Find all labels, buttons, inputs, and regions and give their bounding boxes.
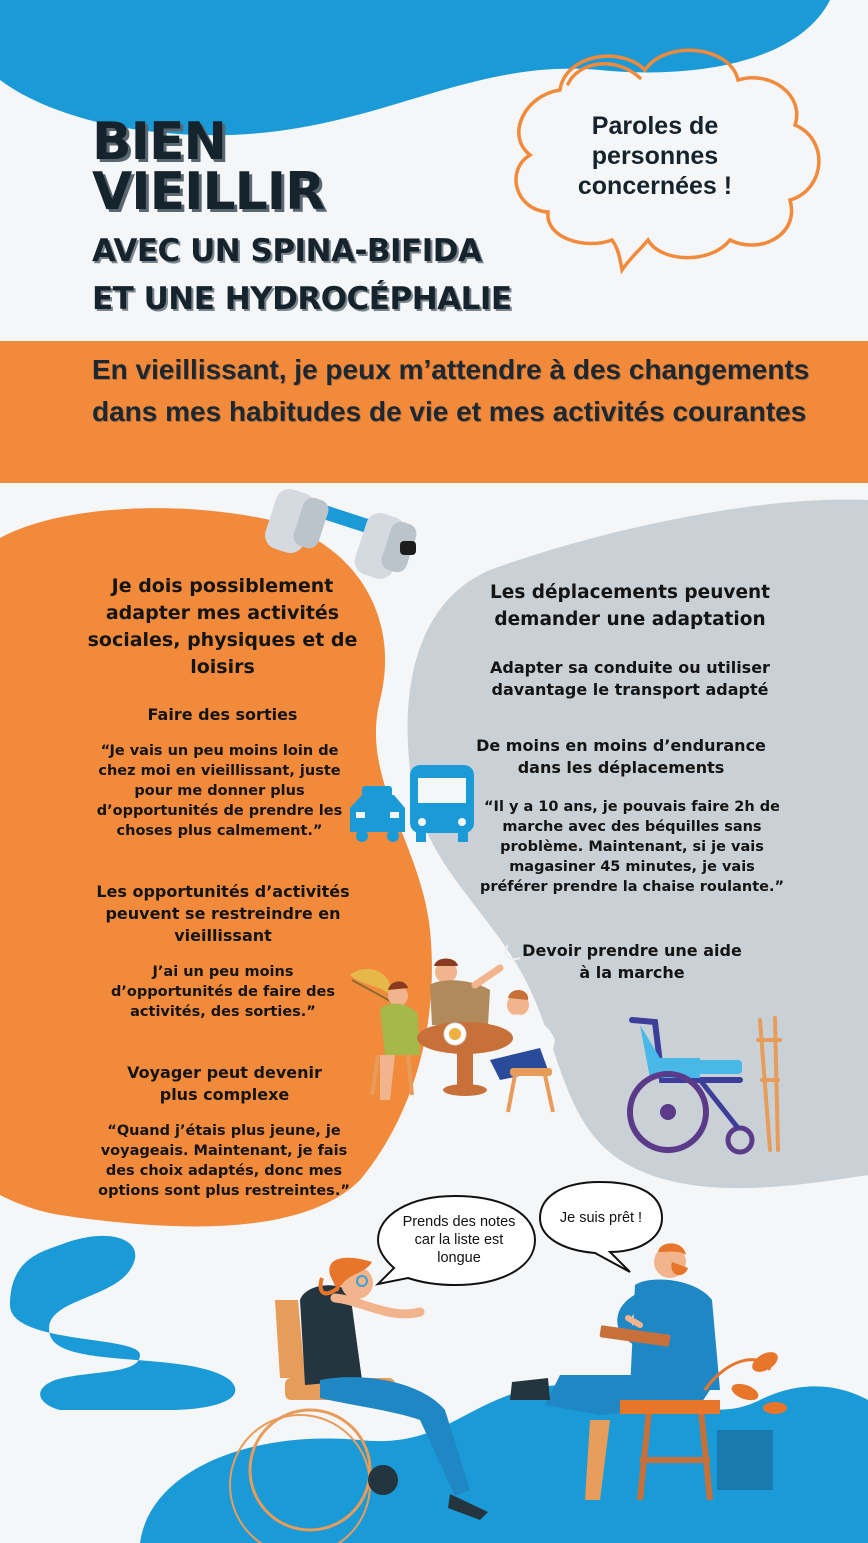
woman-speech-text: Prends des notes car la liste est longue — [402, 1214, 516, 1266]
cloud-line-3: concernées ! — [577, 172, 733, 200]
conduite-text: Adapter sa conduite ou utiliser davantage le transport adapté — [490, 658, 770, 699]
sorties-title: Faire des sorties — [147, 705, 298, 724]
cloud-line-1: Paroles de — [591, 112, 719, 140]
cloud-bubble-text — [560, 111, 750, 201]
opportunites-quote: J’ai un peu moins d’opportunités de faire des activités, des sorties.” — [111, 964, 335, 1020]
opportunites-title: Les opportunités d’activités peuvent se restreindre en vieillissant — [96, 882, 350, 945]
man-speech-text: Je suis prêt ! — [559, 1210, 643, 1226]
voyager-quote: “Quand j’étais plus jeune, je voyageais. Maintenant, je fais des choix adaptés, donc mes options sont plus restreintes.” — [98, 1123, 350, 1199]
title-line-spina-bifida: AVEC UN SPINA-BIFIDA — [92, 233, 482, 269]
voyager-title: Voyager peut devenir plus complexe — [127, 1063, 322, 1104]
endurance-quote: “Il y a 10 ans, je pouvais faire 2h de marche avec des béquilles sans problème. Maintenant, si je vais magasiner 45 minutes, je vais préférer prendre la chaise roulante.” — [479, 799, 785, 895]
left-heading: Je dois possiblement adapter mes activités sociales, physiques et de loisirs — [87, 575, 358, 678]
endurance-title: De moins en moins d’endurance dans les déplacements — [476, 736, 766, 777]
sorties-quote: “Je vais un peu moins loin de chez moi en vieillissant, juste pour me donner plus d’opportunités de prendre les choses plus calmement.” — [96, 743, 343, 839]
title-line-vieillir: VIEILLIR — [92, 162, 325, 222]
title-line-hydrocephalie: ET UNE HYDROCÉPHALIE — [92, 281, 512, 317]
blue-river — [10, 1236, 235, 1410]
title-line-bien: BIEN — [92, 112, 227, 172]
banner-text: En vieillissant, je peux m’attendre à des changements dans mes habitudes de vie et mes activités courantes — [92, 354, 810, 427]
aide-marche-text: Devoir prendre une aide à la marche — [522, 941, 742, 982]
man-speech-bubble — [540, 1182, 662, 1272]
cloud-line-2: personnes — [591, 142, 719, 170]
right-heading: Les déplacements peuvent demander une adaptation — [489, 582, 771, 630]
